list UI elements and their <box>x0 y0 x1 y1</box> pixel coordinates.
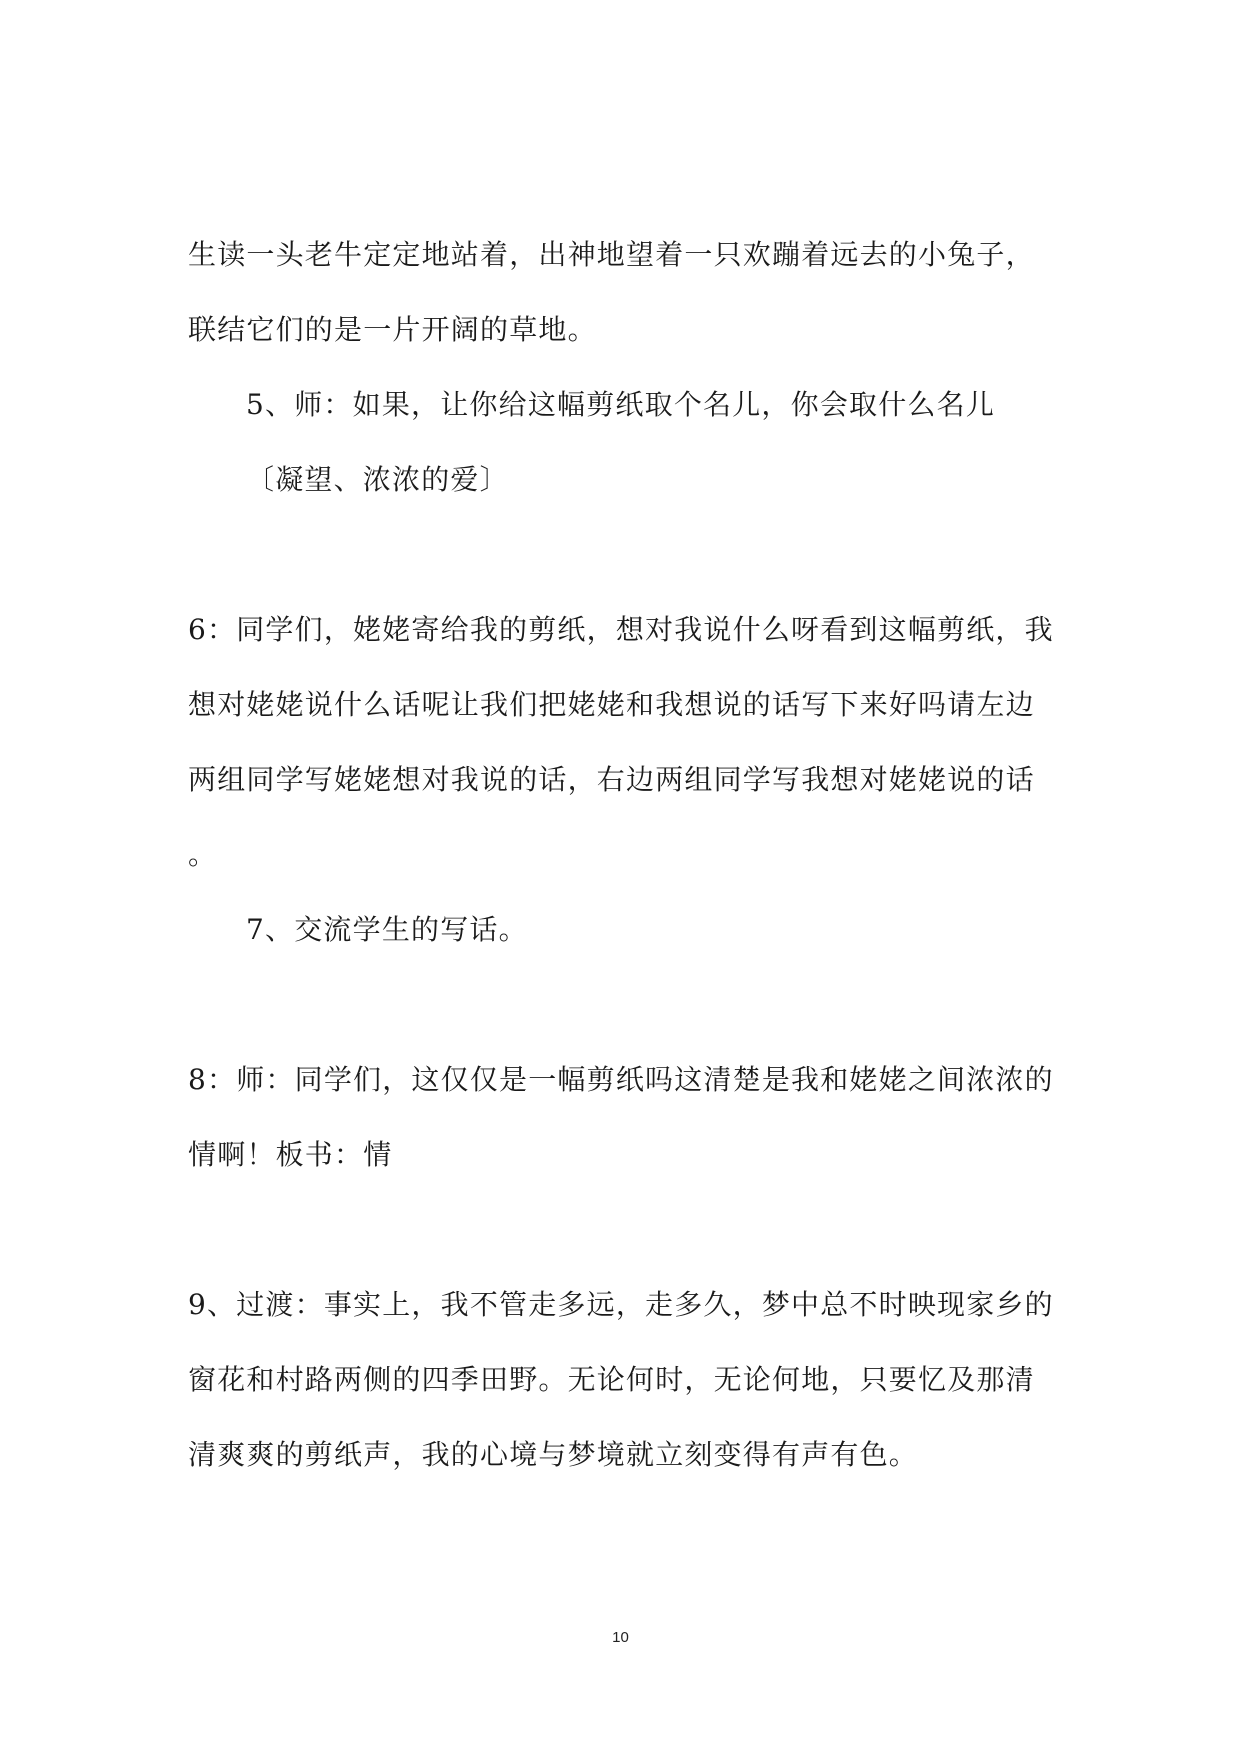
page-number: 10 <box>612 1629 629 1646</box>
text-line: 联结它们的是一片开阔的草地。 <box>188 313 597 346</box>
text-line: 想对姥姥说什么话呢让我们把姥姥和我想说的话写下来好吗请左边 <box>188 688 1035 721</box>
text-line: 窗花和村路两侧的四季田野。无论何时，无论何地，只要忆及那清 <box>188 1363 1035 1396</box>
text-line: 清爽爽的剪纸声，我的心境与梦境就立刻变得有声有色。 <box>188 1438 919 1471</box>
text-line: 情啊！板书：情 <box>188 1138 393 1171</box>
text-line: 8：师：同学们，这仅仅是一幅剪纸吗这清楚是我和姥姥之间浓浓的 <box>188 1063 1054 1096</box>
text-line: 9、过渡：事实上，我不管走多远，走多久，梦中总不时映现家乡的 <box>188 1288 1054 1321</box>
text-line: 7、交流学生的写话。 <box>246 913 528 946</box>
text-line: 生读一头老牛定定地站着，出神地望着一只欢蹦着远去的小兔子， <box>188 238 1035 271</box>
text-line: 。 <box>188 838 218 871</box>
text-line: 〔凝望、浓浓的爱〕 <box>246 463 509 496</box>
text-line: 5、师：如果，让你给这幅剪纸取个名儿，你会取什么名儿 <box>246 388 996 421</box>
text-line: 6：同学们，姥姥寄给我的剪纸，想对我说什么呀看到这幅剪纸，我 <box>188 613 1054 646</box>
text-line: 两组同学写姥姥想对我说的话，右边两组同学写我想对姥姥说的话 <box>188 763 1035 796</box>
